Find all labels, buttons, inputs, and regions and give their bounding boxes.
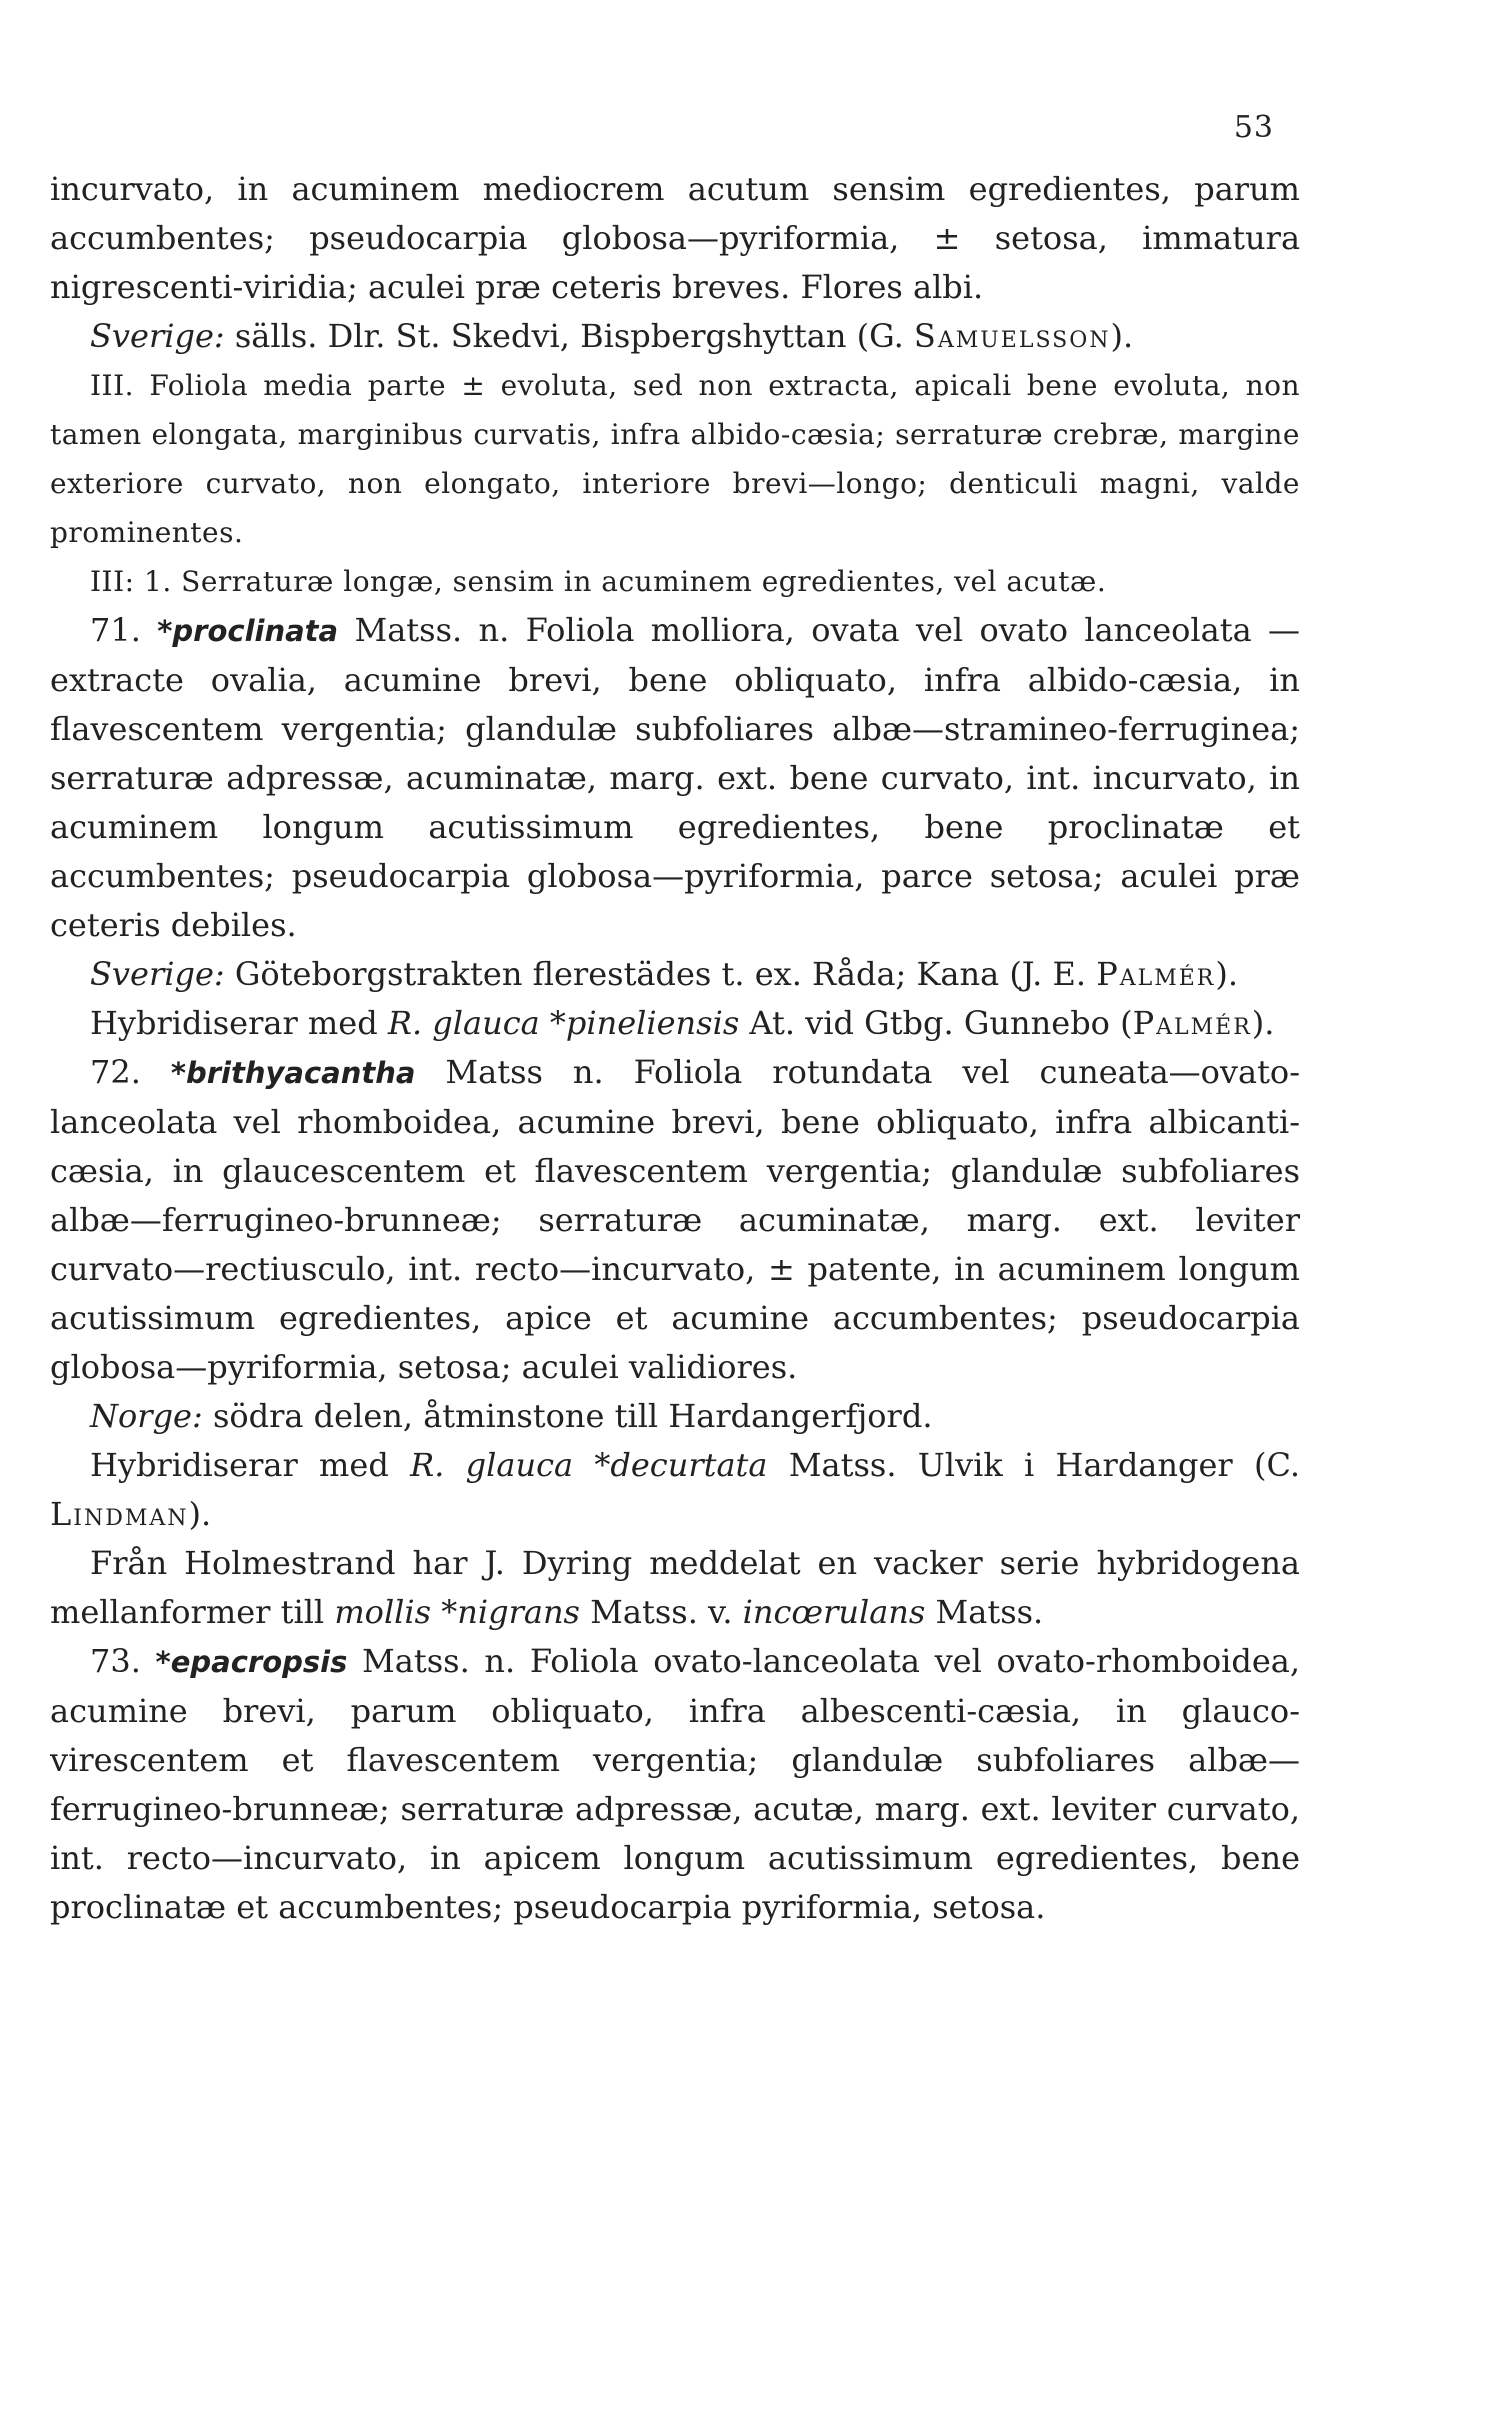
hybrid-note — [50, 999, 1300, 1048]
collector-name: Lindman — [50, 1495, 189, 1533]
text-span: Matss. v. — [579, 1593, 743, 1631]
entry-text: Matss. n. Foliola molliora, ovata vel ovato lanceolata —extracte ovalia, acumine brevi, bene obliquato, infra albido-cæsia, in flavescentem vergentia; glandulæ subfoliares albæ—stramineo-ferruginea; serraturæ adpressæ, acuminatæ, marg. ext. bene curvato, int. incurvato, in acuminem longum acutissimum egredientes, bene proclinatæ et accumbentes; pseudocarpia globosa—pyriformia, parce setosa; aculei præ ceteris debiles. — [50, 611, 1301, 944]
hybrid-note — [50, 1441, 1300, 1539]
text-span: ). — [188, 1495, 212, 1533]
entry-number: 73. — [90, 1642, 156, 1680]
hybrid-series-note — [50, 1539, 1300, 1637]
region-label: Sverige: — [90, 317, 225, 355]
variety-name: *pineliensis — [549, 1004, 740, 1042]
species-name: R. glauca — [387, 1004, 540, 1042]
species-entry-73 — [50, 1637, 1300, 1932]
locality-line — [50, 1392, 1300, 1441]
text-span: Matss. Ulvik i Hardanger (C. — [767, 1446, 1301, 1484]
region-label: Sverige: — [90, 955, 225, 993]
locality-line — [50, 950, 1300, 999]
text-span: Matss. — [925, 1593, 1044, 1631]
collector-name: Palmér — [1096, 955, 1216, 993]
text-line: parum accumbentes; pseudocarpia globosa—pyriformia, ± setosa, — [50, 170, 1301, 257]
species-entry-72 — [50, 1048, 1300, 1392]
text-span: ). — [1110, 317, 1134, 355]
text-span — [540, 1004, 550, 1042]
entry-number: 71. — [90, 611, 158, 649]
text-span: södra delen, åtminstone till Hardangerfjord. — [202, 1397, 933, 1435]
text-span: ). — [1215, 955, 1239, 993]
region-label: Norge: — [90, 1397, 203, 1435]
text-span: Göteborgstrakten flerestädes t. ex. Råda; Kana (J. E. — [224, 955, 1097, 993]
entry-text: Matss n. Foliola rotundata vel cuneata—ovato-lanceolata vel rhomboidea, acumine brevi, bene obliquato, infra albicanti-cæsia, in glaucescentem et flavescentem vergentia; glandulæ subfoliares albæ—ferrugineo-brunneæ; serraturæ acuminatæ, marg. ext. leviter curvato—rectiusculo, int. recto—incurvato, ± patente, in acuminem longum acutissimum egredientes, apice et acumine accumbentes; pseudocarpia globosa—pyriformia, setosa; aculei validiores. — [50, 1053, 1301, 1386]
species-name: R. glauca *decurtata — [410, 1446, 768, 1484]
species-name: incœrulans — [742, 1593, 926, 1631]
taxon-name: *brithyacantha — [170, 1056, 416, 1090]
collector-name: Samuelsson — [913, 317, 1111, 355]
page-number: 53 — [1233, 110, 1274, 145]
taxon-name: *epacropsis — [155, 1645, 348, 1679]
body-text — [50, 165, 1300, 1932]
text-span: Hybridiserar med — [90, 1004, 388, 1042]
paragraph-continuation — [50, 165, 1300, 312]
collector-name: Palmér — [1132, 1004, 1252, 1042]
entry-text: Matss. n. Foliola ovato-lanceolata vel ovato-rhomboidea, acumine brevi, parum obliquato, infra albescenti-cæsia, in glauco-virescentem et flavescentem vergentia; glandulæ subfoliares albæ—ferrugineo-brunneæ; serraturæ adpressæ, acutæ, marg. ext. leviter curvato, int. recto—incurvato, in apicem longum acutissimum egredientes, bene proclinatæ et accumbentes; pseudocarpia pyriformia, setosa. — [50, 1642, 1300, 1926]
locality-line — [50, 312, 1300, 361]
species-name: mollis *nigrans — [334, 1593, 580, 1631]
taxon-name: *proclinata — [157, 614, 339, 648]
text-line: incurvato, in acuminem mediocrem acutum sensim egredientes, — [50, 170, 1171, 208]
text-line: immatura nigrescenti-viridia; aculei præ ceteris breves. Flores albi. — [50, 219, 1301, 306]
text-span: ). — [1251, 1004, 1275, 1042]
group-description: III. Foliola media parte ± evoluta, sed non extracta, apicali bene evoluta, non tamen elongata, marginibus curvatis, infra albido-cæsia; serraturæ crebræ, margine exteriore curvato, non elongato, interiore brevi—longo; denticuli magni, valde prominentes. — [50, 369, 1300, 549]
text-span: sälls. Dlr. St. Skedvi, Bispbergshyttan (G. — [224, 317, 914, 355]
text-span: At. vid Gtbg. Gunnebo ( — [739, 1004, 1133, 1042]
species-entry-71 — [50, 606, 1300, 950]
entry-number: 72. — [90, 1053, 171, 1091]
text-span: Från Holmestrand har J. Dyring meddelat en vacker serie hybridogena mellanformer till — [50, 1544, 1300, 1631]
text-span: Hybridiserar med — [90, 1446, 411, 1484]
subgroup-description: III: 1. Serraturæ longæ, sensim in acuminem egredientes, vel acutæ. — [90, 565, 1107, 598]
